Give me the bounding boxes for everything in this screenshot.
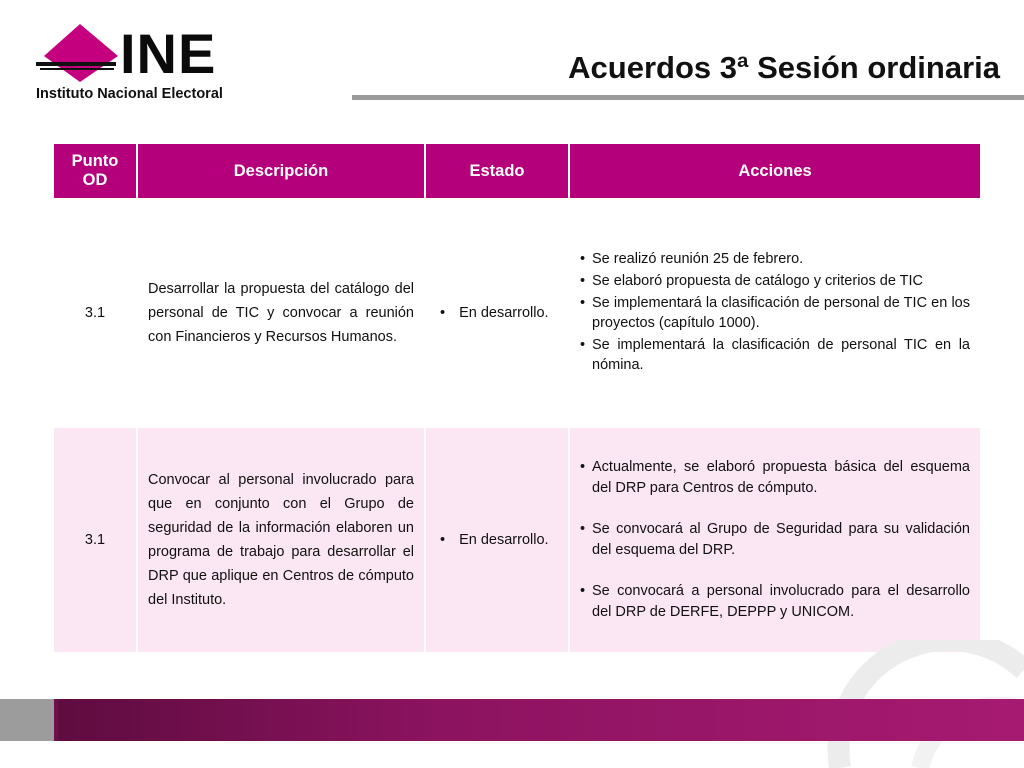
estado-text: En desarrollo. [459, 305, 549, 321]
cell-acciones [569, 199, 981, 427]
list-item: • Actualmente, se elaboró propuesta básica del esquema del DRP para Centros de cómputo. [580, 457, 970, 499]
logo-subtitle: Instituto Nacional Electoral [36, 86, 223, 102]
page-title: Acuerdos 3ª Sesión ordinaria [568, 50, 1000, 85]
cell-estado [425, 427, 569, 653]
estado-text: En desarrollo. [459, 532, 549, 548]
table-row [53, 427, 981, 653]
cell-estado [425, 199, 569, 427]
acciones-list [580, 457, 970, 623]
cell-punto: 3.1 [53, 199, 137, 427]
footer-band-gray [0, 699, 54, 741]
list-item: • Se realizó reunión 25 de febrero. [580, 249, 970, 269]
cell-punto: 3.1 [53, 427, 137, 653]
list-item: • Se convocará al Grupo de Seguridad para su validación del esquema del DRP. [580, 519, 970, 561]
table-header-row [53, 143, 981, 199]
ballot-box-icon [34, 22, 118, 82]
list-item: • Se implementará la clasificación de personal de TIC en los proyectos (capítulo 1000). [580, 293, 970, 333]
cell-descripcion: Desarrollar la propuesta del catálogo del personal de TIC y convocar a reunión con Financieros y Recursos Humanos. [137, 199, 425, 427]
acciones-list [580, 249, 970, 375]
list-item: • Se implementará la clasificación de personal TIC en la nómina. [580, 335, 970, 375]
title-divider [352, 95, 1024, 100]
header-acciones: Acciones [569, 143, 981, 199]
table-row [53, 199, 981, 427]
list-item: • Se convocará a personal involucrado para el desarrollo del DRP de DERFE, DEPPP y UNICOM. [580, 581, 970, 623]
cell-acciones [569, 427, 981, 653]
estado-bullet: • [440, 305, 446, 321]
list-item: • Se elaboró propuesta de catálogo y criterios de TIC [580, 271, 970, 291]
header-estado: Estado [425, 143, 569, 199]
agreements-table [52, 142, 982, 654]
footer-band-magenta [58, 699, 1024, 741]
estado-bullet: • [440, 532, 446, 548]
header-punto-od: Punto OD [53, 143, 137, 199]
logo-wordmark: INE [120, 22, 217, 85]
header-descripcion: Descripción [137, 143, 425, 199]
ine-logo [34, 22, 284, 106]
cell-descripcion: Convocar al personal involucrado para que en conjunto con el Grupo de seguridad de la información elaboren un programa de trabajo para desarrollar el DRP que aplique en Centros de cómputo del Instituto. [137, 427, 425, 653]
footer-band [0, 699, 1024, 741]
